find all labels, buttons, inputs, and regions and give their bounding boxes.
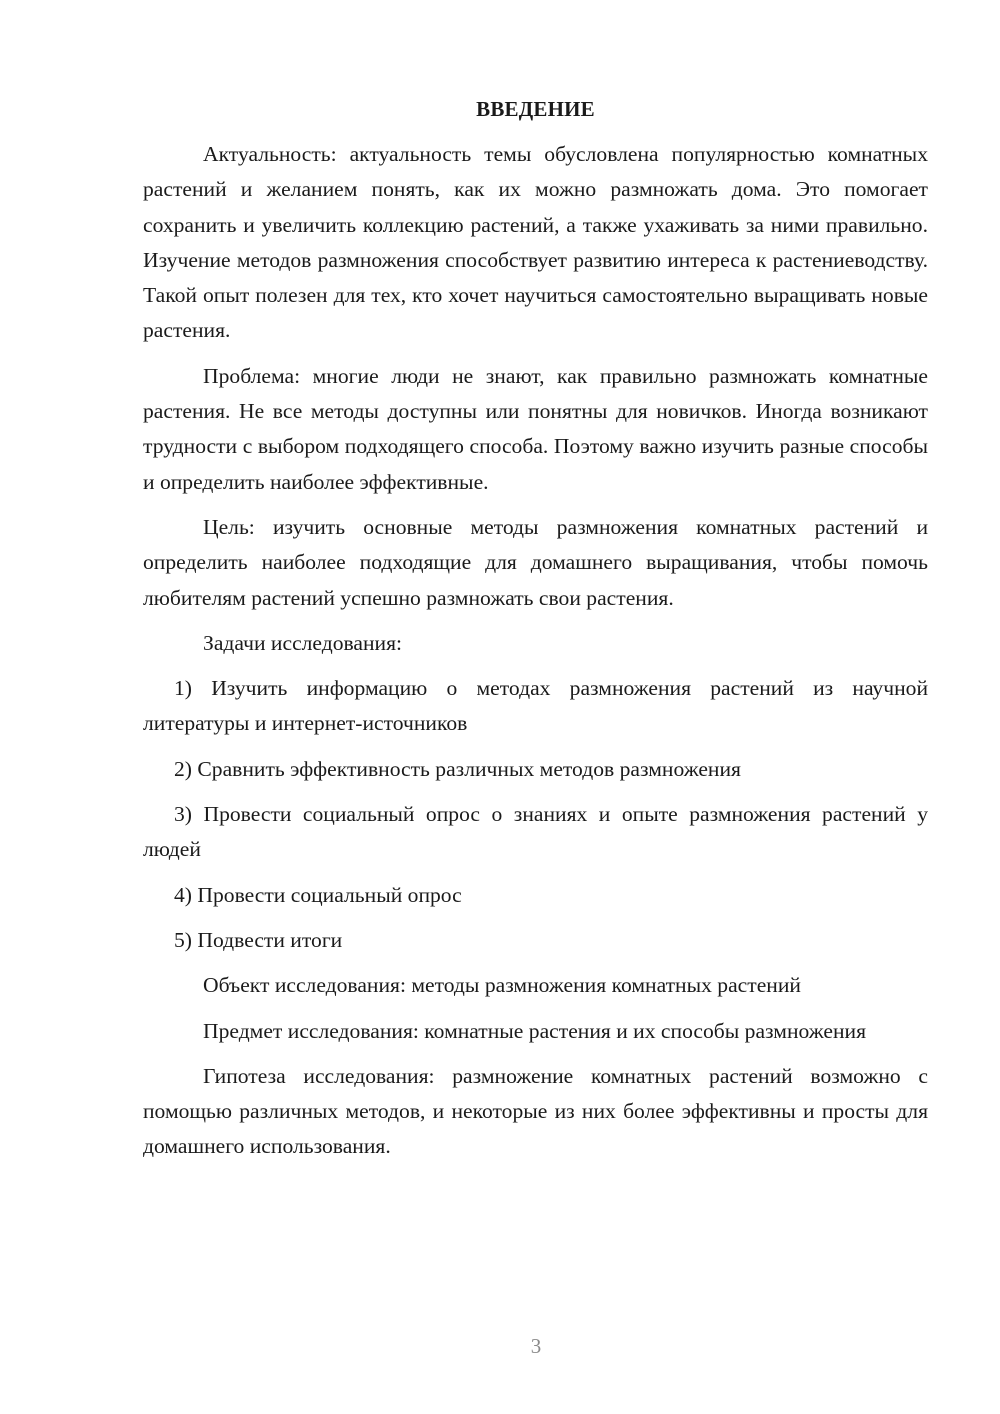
page-content — [143, 92, 928, 1165]
page-number: 3 — [530, 1334, 542, 1358]
task-item: 5) Подвести итоги — [174, 927, 343, 952]
research-object: Объект исследования: методы размножения комнатных растений — [203, 973, 801, 998]
research-subject: Предмет исследования: комнатные растения и их способы размножения — [203, 1018, 867, 1043]
paragraph-goal: Цель: изучить основные методы размножения комнатных растений и определить наиболее подходящие для домашнего выращивания, чтобы помочь любителям растений успешно размножать свои растения. — [143, 514, 928, 610]
task-item: 4) Провести социальный опрос — [174, 882, 462, 907]
research-hypothesis: Гипотеза исследования: размножение комнатных растений возможно с помощью различных методов, и некоторые из них более эффективны и просты для домашнего использования. — [143, 1063, 928, 1159]
task-item: 1) Изучить информацию о методах размножения растений из научной литературы и интернет-источников — [143, 676, 928, 736]
task-item: 3) Провести социальный опрос о знаниях и опыте размножения растений у людей — [143, 802, 928, 862]
paragraph-relevance: Актуальность: актуальность темы обусловлена популярностью комнатных растений и желанием понять, как их можно размножать дома. Это помогает сохранить и увеличить коллекцию растений, а также ухаживать за ними правильно. Изучение методов размножения способствует развитию интереса к растениеводству. Такой опыт полезен для тех, кто хочет научиться самостоятельно выращивать новые растения. — [143, 142, 928, 343]
paragraph-problem: Проблема: многие люди не знают, как правильно размножать комнатные растения. Не все методы доступны или понятны для новичков. Иногда возникают трудности с выбором подходящего способа. Поэтому важно изучить разные способы и определить наиболее эффективные. — [143, 363, 928, 494]
task-item: 2) Сравнить эффективность различных методов размножения — [174, 756, 741, 781]
tasks-heading: Задачи исследования: — [203, 630, 403, 655]
section-title: ВВЕДЕНИЕ — [476, 97, 595, 121]
